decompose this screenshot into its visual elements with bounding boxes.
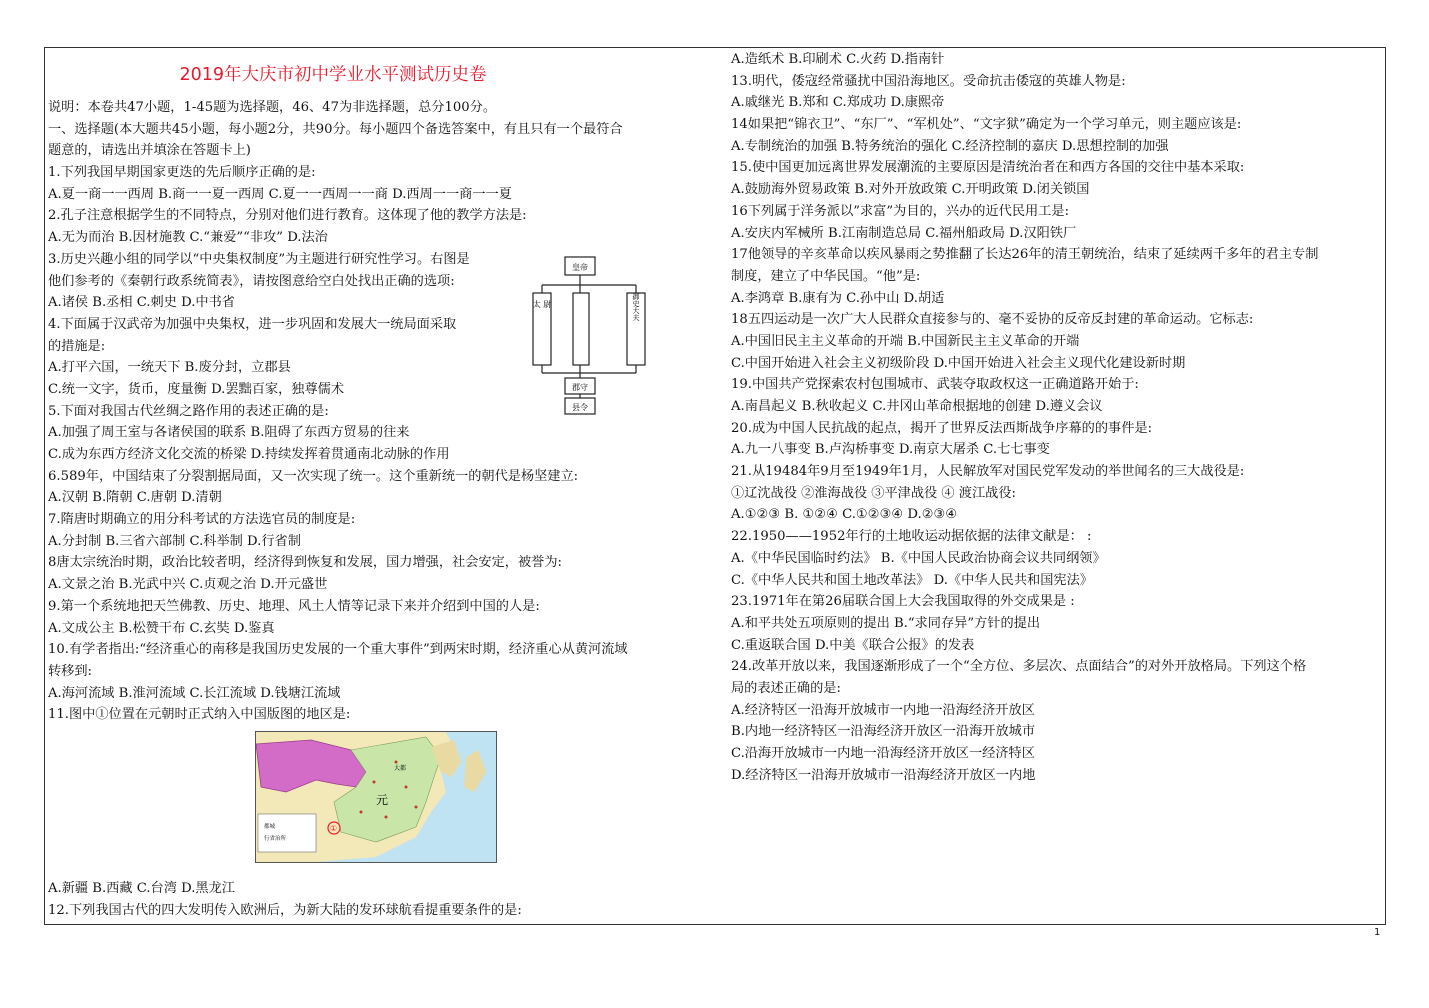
text-line: 22.1950——1952年行的土地收运动据依据的法律文献是： :	[731, 529, 1092, 545]
text-line: C.中国开始进入社会主义初级阶段 D.中国开始进入社会主义现代化建设新时期	[731, 355, 1186, 371]
text-line: 1.下列我国早期国家更迭的先后顺序正确的是:	[48, 165, 316, 181]
text-line: 15.使中国更加远离世界发展潮流的主要原因是清统治者在和西方各国的交往中基本采取:	[731, 160, 1245, 176]
text-line: 局的表述正确的是:	[731, 680, 841, 696]
text-line: A.南昌起义 B.秋收起义 C.井冈山革命根据地的创建 D.遵义会议	[731, 399, 1103, 414]
text-line: D.经济特区一沿海开放城市一沿海经济开放区一内地	[731, 767, 1036, 783]
text-line: 24.改革开放以来，我国逐渐形成了一个“全方位、多层次、点面结合”的对外开放格局。下列这个格	[731, 659, 1307, 675]
right-column	[731, 50, 1386, 786]
text-line: A.无为而治 B.因材施教 C.“兼爱”“非攻” D.法治	[48, 230, 328, 246]
text-line: ①辽沈战役 ②淮海战役 ③平津战役 ④ 渡江战役:	[731, 485, 1016, 501]
page-number: 1	[1374, 927, 1381, 938]
chart-yushi-label: 御史大夫	[632, 293, 640, 321]
text-line: 16下列属于洋务派以”求富”为目的，兴办的近代民用工是:	[731, 203, 1070, 219]
yuan-map	[255, 731, 497, 863]
text-line: A.加强了周王室与各诸侯国的联系 B.阻碍了东西方贸易的往来	[48, 425, 410, 441]
text-line: 2.孔子注意根据学生的不同特点，分别对他们进行教育。这体现了他的教学方法是:	[48, 208, 527, 224]
text-line: 17他领导的辛亥革命以疾风暴雨之势推翻了长达26年的清王朝统治，结束了延续两千多年的君主专制	[731, 247, 1319, 263]
text-line: A.经济特区一沿海开放城市一内地一沿海经济开放区	[731, 702, 1035, 718]
text-line: 19.中国共产党探索农村包围城市、武装夺取政权这一正确道路开始于:	[731, 377, 1139, 393]
text-line: A.安庆内军械所 B.江南制造总局 C.福州船政局 D.汉阳铁厂	[731, 225, 1077, 241]
map-marker-label: ①	[330, 824, 338, 833]
text-line: 13.明代，倭寇经常骚扰中国沿海地区。受命抗击倭寇的英雄人物是:	[731, 73, 1126, 89]
text-line: A.李鸿章 B.康有为 C.孙中山 D.胡适	[731, 290, 945, 306]
text-line: 6.589年，中国结束了分裂割据局面，又一次实现了统一。这个重新统一的朝代是杨坚建立:	[48, 468, 579, 484]
text-line: A.汉朝 B.隋朝 C.唐朝 D.清朝	[48, 490, 222, 506]
text-line: 11.图中①位置在元朝时正式纳入中国版图的地区是:	[48, 707, 351, 723]
chart-junshou-label: 郡守	[572, 383, 588, 392]
text-line: 他们参考的《秦朝行政系统简表》，请按图意给空白处找出正确的选项:	[48, 273, 455, 289]
text-line: 转移到:	[48, 663, 93, 679]
text-line: 制度，建立了中华民国。“他”是:	[731, 268, 921, 284]
right-questions	[731, 49, 1386, 786]
text-line: 20.成为中国人民抗战的起点，揭开了世界反法西斯战争序幕的的事件是:	[731, 420, 1153, 436]
chart-taiwei-label: 太 尉	[532, 300, 552, 309]
text-line: 5.下面对我国古代丝绸之路作用的表述正确的是:	[48, 403, 329, 419]
left-questions-after-map	[48, 878, 713, 921]
text-line: 的措施是:	[48, 338, 106, 354]
text-line: A.造纸术 B.印刷术 C.火药 D.指南针	[731, 52, 945, 67]
text-line: 4.下面属于汉武帝为加强中央集权，进一步巩固和发展大一统局面采取	[48, 316, 457, 332]
text-line: C.统一文字，货币，度量衡 D.罢黜百家，独尊儒术	[48, 381, 345, 397]
text-line: A.分封制 B.三省六部制 C.科举制 D.行省制	[48, 533, 301, 549]
text-line: A.新疆 B.西藏 C.台湾 D.黑龙江	[48, 880, 235, 896]
text-line: A.打平六国，一统天下 B.废分封，立郡县	[48, 360, 291, 376]
text-line: A.诸侯 B.丞相 C.刺史 D.中书省	[48, 295, 235, 311]
text-line: A.和平共处五项原则的提出 B.“求同存异”方针的提出	[731, 615, 1041, 631]
text-line: C.沿海开放城市一内地一沿海经济开放区一经济特区	[731, 746, 1035, 761]
text-line: 8唐太宗统治时期，政治比较者明，经济得到恢复和发展，国力增强，社会安定，被誉为:	[48, 555, 562, 571]
text-line: A.夏一商一一西周 B.商一一夏一西周 C.夏一一西周一一商 D.西周一一商一一夏	[48, 186, 512, 202]
text-line: 9.第一个系统地把天竺佛教、历史、地理、风土人情等记录下来并介绍到中国的人是:	[48, 598, 540, 614]
text-line: A.中国旧民主主义革命的开端 B.中国新民主主义革命的开端	[731, 333, 1080, 349]
text-line: A.文景之治 B.光武中兴 C.贞观之治 D.开元盛世	[48, 577, 328, 593]
text-line: A.文成公主 B.松赞干布 C.玄奘 D.鉴真	[48, 620, 275, 636]
text-line: C.《中华人民共和国土地改革法》 D.《中华人民共和国宪法》	[731, 572, 1093, 588]
text-line: 3.历史兴趣小组的同学以“中央集权制度”为主题进行研究性学习。右图是	[48, 251, 470, 267]
text-line: C.成为东西方经济文化交流的桥梁 D.持续发挥着贯通南北动脉的作用	[48, 447, 450, 462]
text-line: A.海河流域 B.淮河流域 C.长江流域 D.钱塘江流域	[48, 685, 341, 701]
map-yuan-label: 元	[376, 793, 389, 807]
text-line: 说明：本卷共47小题，1-45题为选择题，46、47为非选择题，总分100分。	[48, 100, 497, 115]
text-line: A.《中华民国临时约法》 B.《中国人民政治协商会议共同纲领》	[731, 550, 1106, 566]
map-legend-province: 行省治所	[264, 836, 287, 842]
text-line: C.重返联合国 D.中美《联合公报》的发表	[731, 637, 975, 653]
text-line: A.①②③ B. ①②④ C.①②③④ D.②③④	[731, 507, 958, 523]
text-line: 10.有学者指出:“经济重心的南移是我国历史发展的一个重大事件”到两宋时期，经济重心从黄河流域	[48, 642, 628, 658]
chart-emperor-label: 皇帝	[572, 263, 588, 272]
qin-admin-chart	[525, 255, 657, 415]
page-title: 2019年大庆市初中学业水平测试历史卷	[179, 65, 487, 85]
text-line: 18五四运动是一次广大人民群众直接参与的、毫不妥协的反帝反封建的革命运动。它标志:	[731, 312, 1254, 328]
text-line: 14如果把“锦衣卫”、“东厂”、“军机处”、“文字狱”确定为一个学习单元，则主题应该是:	[731, 117, 1242, 133]
text-line: 23.1971年在第26届联合国上大会我国取得的外交成果是 :	[731, 594, 1075, 610]
text-line: 21.从19484年9月至1949年1月，人民解放军对国民党军发动的举世闻名的三大战役是:	[731, 464, 1245, 480]
map-legend-box	[258, 814, 316, 852]
chart-xianling-label: 县令	[572, 403, 588, 412]
text-line: A.九一八事变 B.卢沟桥事变 D.南京大屠杀 C.七七事变	[731, 442, 1050, 458]
map-dadu-label: 大都	[394, 765, 407, 772]
text-line: 12.下列我国古代的四大发明传入欧洲后，为新大陆的发环球航看提重要条件的是:	[48, 902, 522, 918]
text-line: 一、选择题(本大题共45小题，每小题2分，共90分。每小题四个备选答案中，有且只有一个最符合	[48, 121, 623, 137]
text-line: 题意的，请选出并填涂在答题卡上)	[48, 143, 251, 159]
text-line: B.内地一经济特区一沿海经济开放区一沿海开放城市	[731, 724, 1036, 740]
text-line: A.专制统治的加强 B.特务统治的强化 C.经济控制的嘉庆 D.思想控制的加强	[731, 138, 1169, 154]
text-line: A.鼓励海外贸易政策 B.对外开放政策 C.开明政策 D.闭关锁国	[731, 182, 1090, 198]
chart-box-blank	[573, 293, 589, 365]
text-line: A.戚继光 B.郑和 C.郑成功 D.康熙帝	[731, 95, 945, 111]
text-line: 7.隋唐时期确立的用分科考试的方法选官员的制度是:	[48, 512, 356, 528]
map-legend-capital: 都城	[264, 824, 276, 830]
